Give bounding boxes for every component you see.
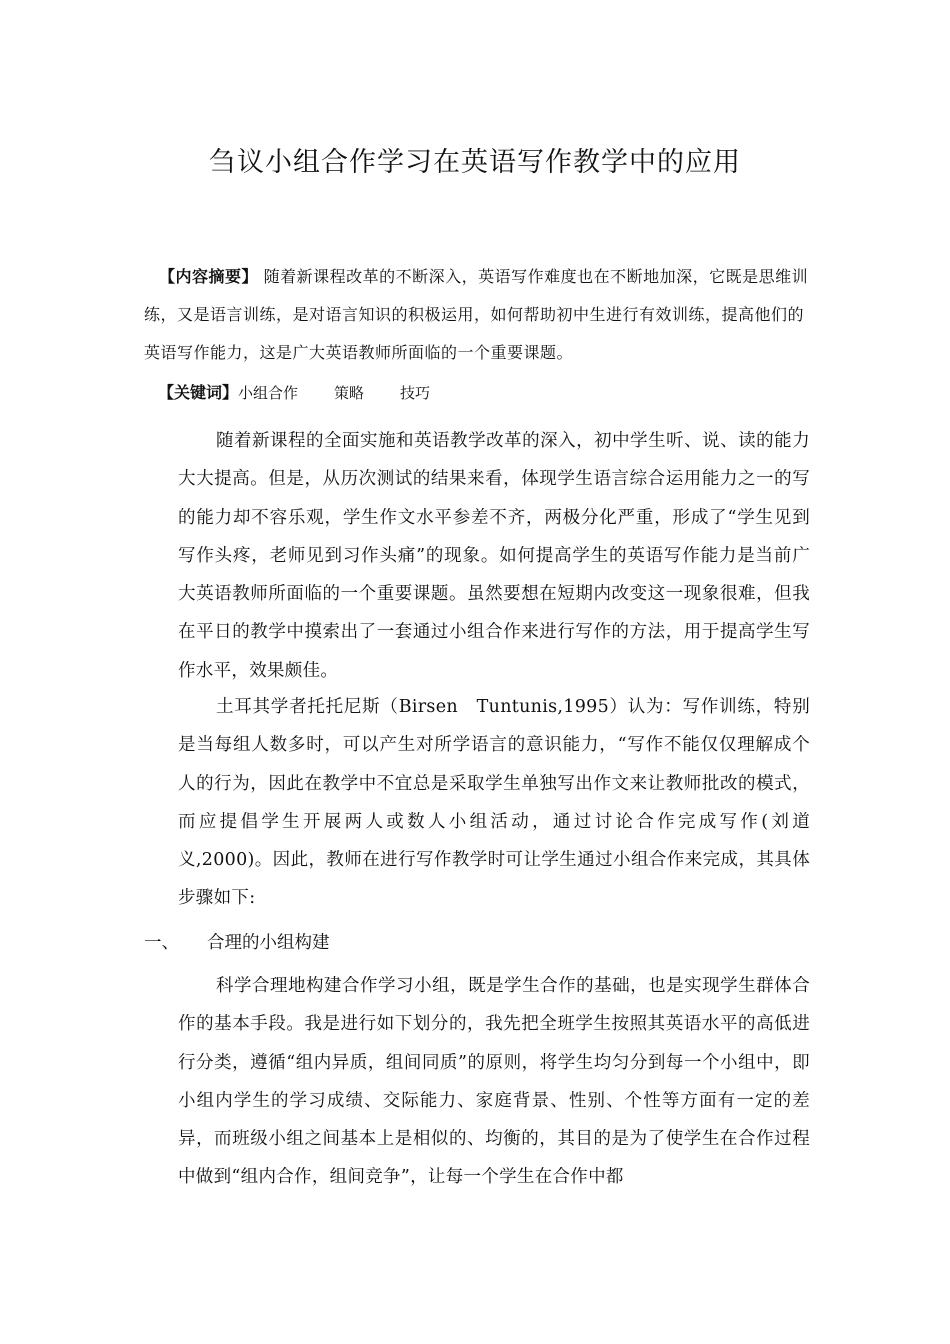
keywords-label: 【关键词】: [158, 383, 239, 402]
section-heading-text: 合理的小组构建: [207, 933, 330, 953]
abstract-text: 随着新课程改革的不断深入，英语写作难度也在不断地加深，它既是思维训练，又是语言训练，是对语言知识的积极运用，如何帮助初中生进行有效训练，提高他们的英语写作能力，这是广大英语教师所面临的一个重要课题。: [144, 267, 809, 362]
keyword-item: 小组合作: [238, 384, 299, 402]
abstract-label: 【内容摘要】: [159, 267, 259, 286]
section-number: 一、: [144, 933, 179, 953]
keyword-item: 策略: [334, 384, 365, 402]
body-paragraph: 随着新课程的全面实施和英语教学改革的深入，初中学生听、说、读的能力大大提高。但是，从历次测试的结果来看，体现学生语言综合运用能力之一的写的能力却不容乐观，学生作文水平参差不齐，两极分化严重，形成了“学生见到写作头疼，老师见到习作头痛”的现象。如何提高学生的英语写作能力是当前广大英语教师所面临的一个重要课题。虽然要想在短期内改变这一现象很难，但我在平日的教学中摸索出了一套通过小组合作来进行写作的方法，用于提高学生写作水平，效果颇佳。: [178, 431, 810, 681]
document-title: 刍议小组合作学习在英语写作教学中的应用: [209, 147, 741, 178]
keywords: [158, 380, 466, 406]
body-paragraph: 土耳其学者托托尼斯（Birsen Tuntunis,1995）认为：写作训练，特别是当每组人数多时，可以产生对所学语言的意识能力，“写作不能仅仅理解成个人的行为，因此在教学中不宜总是采取学生单独写出作文来让教师批改的模式，而应提倡学生开展两人或数人小组活动，通过讨论合作完成写作(刘道义,2000)。因此，教师在进行写作教学时可让学生通过小组合作来完成，其具体步骤如下:: [178, 697, 810, 909]
keyword-item: 技巧: [400, 384, 431, 402]
abstract: [144, 258, 809, 372]
section-heading: [144, 928, 330, 958]
body-paragraph: 科学合理地构建合作学习小组，既是学生合作的基础，也是实现学生群体合作的基本手段。我是进行如下划分的，我先把全班学生按照其英语水平的高低进行分类，遵循“组内异质，组间同质”的原则，将学生均匀分到每一个小组中，即小组内学生的学习成绩、交际能力、家庭背景、性别、个性等方面有一定的差异，而班级小组之间基本上是相似的、均衡的，其目的是为了使学生在合作过程中做到“组内合作，组间竞争”，让每一个学生在合作中都: [178, 976, 810, 1188]
